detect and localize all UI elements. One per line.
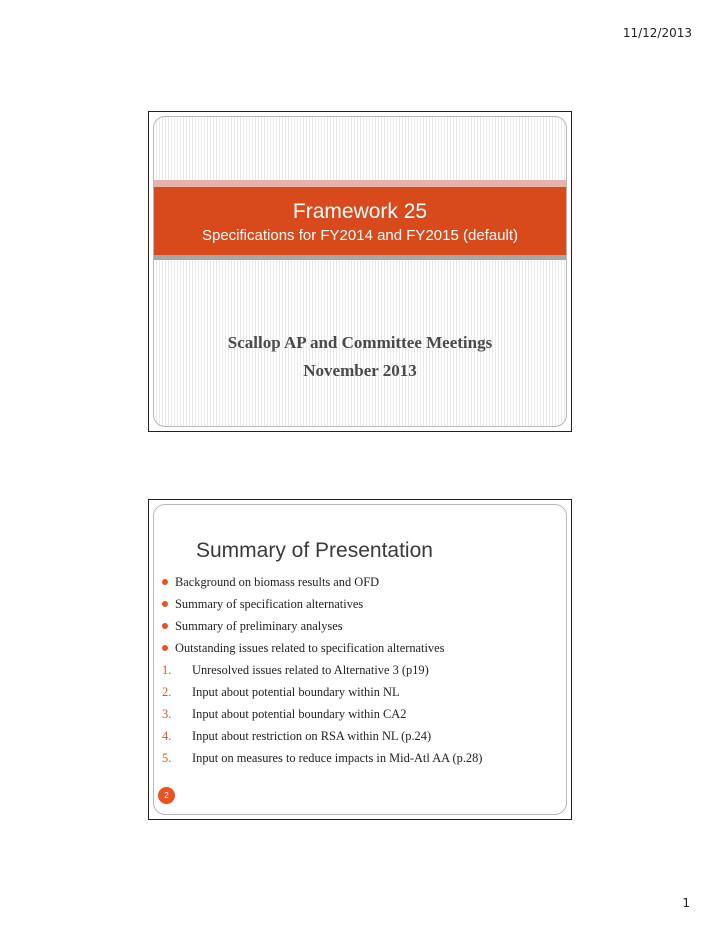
slide-1 (148, 111, 572, 432)
list-item: 5. Input on measures to reduce impacts in Mid-Atl AA (p.28) (162, 747, 482, 769)
bullet-icon (162, 645, 168, 651)
slide-subtitle: Specifications for FY2014 and FY2015 (default) (201, 227, 519, 244)
meeting-date: November 2013 (303, 361, 417, 380)
slide-title: Summary of Presentation (196, 539, 433, 562)
meeting-name: Scallop AP and Committee Meetings (227, 333, 493, 352)
list-item: Summary of preliminary analyses (162, 615, 482, 637)
meeting-info (154, 329, 566, 385)
slide-2-frame (153, 504, 567, 815)
bullet-icon (162, 579, 168, 585)
list-item: 2. Input about potential boundary within NL (162, 681, 482, 703)
list-item: 3. Input about potential boundary within CA2 (162, 703, 482, 725)
page-number: 1 (682, 896, 690, 910)
list-item: Outstanding issues related to specification alternatives (162, 637, 482, 659)
list-number: 2. (162, 685, 172, 699)
slide-2 (148, 499, 572, 820)
page-date: 11/12/2013 (622, 26, 692, 40)
bullet-list (162, 571, 482, 769)
list-number: 1. (162, 663, 172, 677)
title-shadow-band (154, 255, 566, 260)
list-item: 1. Unresolved issues related to Alternative 3 (p19) (162, 659, 482, 681)
bullet-icon (162, 623, 168, 629)
slide-number-badge: 2 (158, 787, 175, 804)
list-item: Summary of specification alternatives (162, 593, 482, 615)
list-number: 5. (162, 751, 172, 765)
list-item: Background on biomass results and OFD (162, 571, 482, 593)
slide-1-frame (153, 116, 567, 427)
bullet-icon (162, 601, 168, 607)
title-banner (154, 187, 566, 255)
title-accent-band (154, 180, 566, 187)
slide-title: Framework 25 (292, 200, 428, 223)
list-number: 4. (162, 729, 172, 743)
list-item: 4. Input about restriction on RSA within NL (p.24) (162, 725, 482, 747)
list-number: 3. (162, 707, 172, 721)
